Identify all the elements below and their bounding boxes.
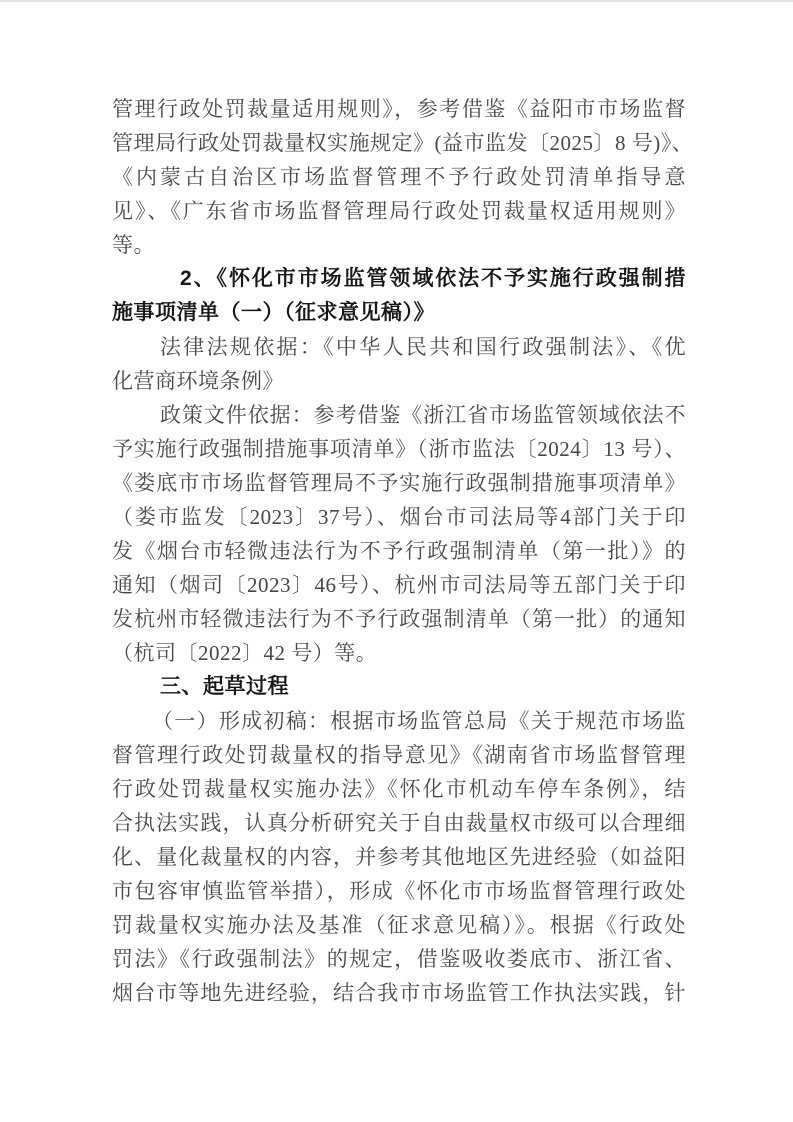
text-line: 罚裁量权实施办法及基准（征求意见稿）》。根据《行政处: [112, 913, 686, 937]
text-line: （杭司〔2022〕42 号）等。: [112, 641, 378, 665]
text-line: 管理局行政处罚裁量权实施规定》(益市监发〔2025〕8 号)》、: [112, 131, 694, 155]
text-line: 发杭州市轻微违法行为不予行政强制清单（第一批）的通知: [112, 607, 686, 631]
text-line: 予实施行政强制措施事项清单》（浙市监法〔2024〕13 号）、: [112, 437, 686, 461]
page-top-edge: [0, 0, 793, 2]
text-line: 《娄底市市场监督管理局不予实施行政强制措施事项清单》: [112, 471, 686, 495]
text-line: 行政处罚裁量权实施办法》《怀化市机动车停车条例》，结: [112, 777, 686, 801]
text-line: 化营商环境条例》: [112, 369, 284, 393]
document-text: [112, 92, 694, 1010]
text-line: 督管理行政处罚裁量权的指导意见》《湖南省市场监督管理: [112, 743, 686, 767]
text-line: （娄市监发〔2023〕37号）、烟台市司法局等4部门关于印: [112, 505, 686, 529]
text-line: 等。: [112, 233, 155, 257]
heading-line: 施事项清单（一）（征求意见稿）》: [112, 301, 435, 324]
text-line: 烟台市等地先进经验，结合我市市场监管工作执法实践，针: [112, 981, 686, 1005]
text-line: 合执法实践，认真分析研究关于自由裁量权市级可以合理细: [112, 811, 686, 835]
text-line: 管理行政处罚裁量适用规则》，参考借鉴《益阳市市场监督: [112, 97, 686, 121]
text-line: 化、量化裁量权的内容，并参考其他地区先进经验（如益阳: [112, 845, 686, 869]
text-line: 《内蒙古自治区市场监督管理不予行政处罚清单指导意: [112, 165, 686, 189]
text-line: 罚法》《行政强制法》的规定，借鉴吸收娄底市、浙江省、: [112, 947, 686, 971]
text-line: 政策文件依据：参考借鉴《浙江省市场监管领域依法不: [160, 403, 686, 427]
heading-line: 2、《怀化市市场监管领域依法不予实施行政强制措: [180, 267, 686, 290]
text-line: （一）形成初稿：根据市场监管总局《关于规范市场监: [152, 709, 686, 733]
text-line: 通知（烟司〔2023〕46号）、杭州市司法局等五部门关于印: [112, 573, 686, 597]
text-line: 市包容审慎监管举措），形成《怀化市市场监督管理行政处: [112, 879, 686, 903]
heading-line: 三、起草过程: [160, 675, 289, 698]
text-line: 法律法规依据：《中华人民共和国行政强制法》、《优: [160, 335, 686, 359]
text-line: 发《烟台市轻微违法行为不予行政强制清单（第一批）》的: [112, 539, 686, 563]
text-line: 见》、《广东省市场监督管理局行政处罚裁量权适用规则》: [112, 199, 686, 223]
